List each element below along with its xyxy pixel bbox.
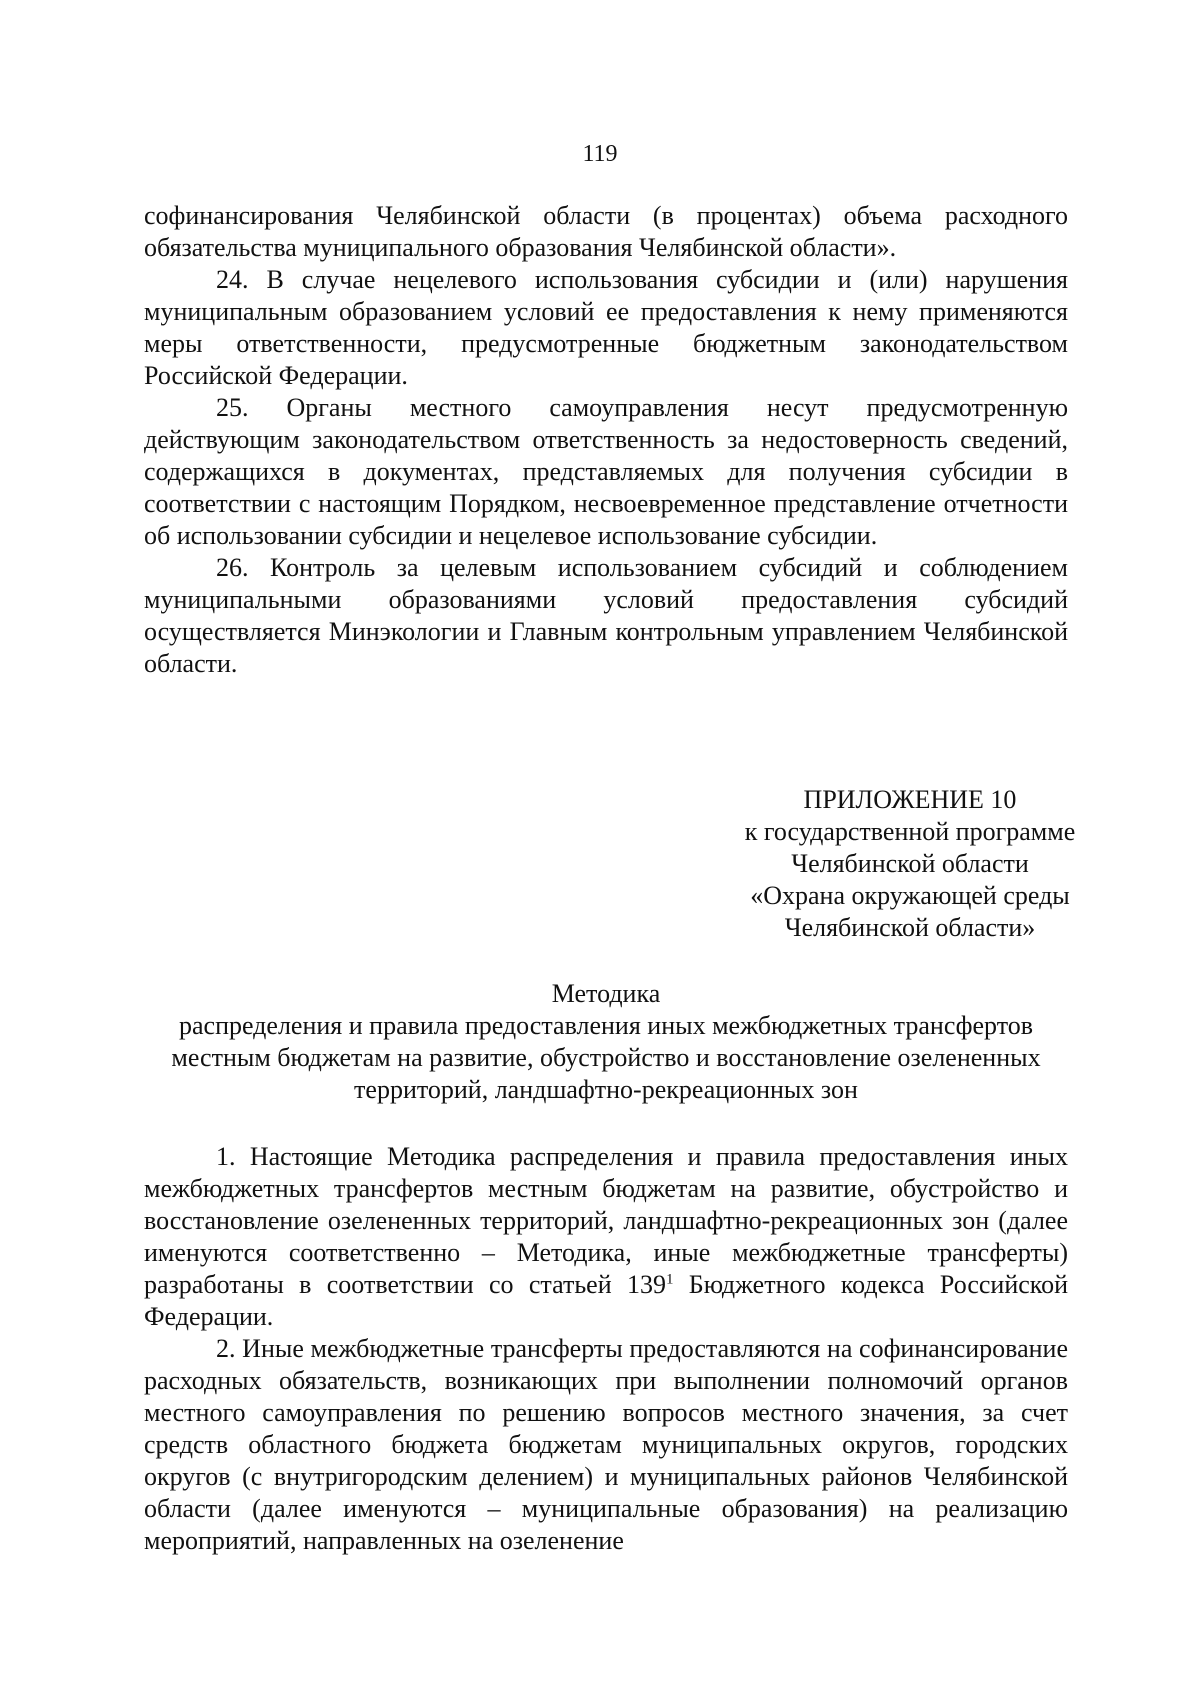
annex-line: «Охрана окружающей среды	[750, 881, 1070, 910]
annex-line: к государственной программе	[744, 817, 1076, 846]
article-superscript: 1	[665, 1271, 674, 1288]
annex-title: ПРИЛОЖЕНИЕ 10	[803, 785, 1017, 814]
paragraph-2: 2. Иные межбюджетные трансферты предоставляются на софинансирование расходных обязательств, возникающих при выполнении полномочий органов местного самоуправления по решению вопросов местного значения, за счет средств областного бюджета бюджетам муниципальных округов, городских округов (с внутригородским делением) и муниципальных районов Челябинской области (далее именуются – муниципальные образования) на реализацию мероприятий, направленных на озеленение	[144, 1334, 1068, 1555]
title-line: распределения и правила предоставления иных межбюджетных трансфертов	[178, 1011, 1034, 1040]
title-heading: Методика	[551, 979, 661, 1008]
paragraph-24: 24. В случае нецелевого использования субсидии и (или) нарушения муниципальным образованием условий ее предоставления к нему применяются меры ответственности, предусмотренные бюджетным законодательством Российской Федерации.	[144, 265, 1068, 390]
top-text-block	[144, 200, 1068, 680]
document-title	[144, 978, 1068, 1106]
paragraph-1-text-end: Бюджетного кодекса Российской Федерации.	[144, 1270, 1069, 1331]
paragraph-1	[144, 1141, 1068, 1333]
annex-line: Челябинской области»	[784, 913, 1036, 942]
title-line: территорий, ландшафтно-рекреационных зон	[354, 1075, 858, 1104]
paragraph-26: 26. Контроль за целевым использованием субсидий и соблюдением муниципальными образованиями условий предоставления субсидий осуществляется Минэкологии и Главным контрольным управлением Челябинской области.	[144, 553, 1068, 678]
paragraph-25: 25. Органы местного самоуправления несут предусмотренную действующим законодательством ответственность за недостоверность сведений, содержащихся в документах, представляемых для получения субсидии в соответствии с настоящим Порядком, несвоевременное представление отчетности об использовании субсидии и нецелевое использование субсидии.	[144, 393, 1068, 550]
title-line: местным бюджетам на развитие, обустройство и восстановление озелененных	[171, 1043, 1041, 1072]
paragraph-1-text: 1. Настоящие Методика распределения и правила предоставления иных межбюджетных трансфертов местным бюджетам на развитие, обустройство и восстановление озелененных территорий, ландшафтно-рекреационных зон (далее именуются соответственно – Методика, иные межбюджетные трансферты) разработаны в соответствии со статьей 139	[144, 1142, 1068, 1299]
bottom-text-block	[144, 1141, 1068, 1557]
annex-line: Челябинской области	[791, 849, 1029, 878]
paragraph-continuation: софинансирования Челябинской области (в процентах) объема расходного обязательства муниципального образования Челябинской области».	[144, 201, 1068, 262]
annex-header	[720, 784, 1100, 944]
page-number: 119	[582, 141, 618, 167]
